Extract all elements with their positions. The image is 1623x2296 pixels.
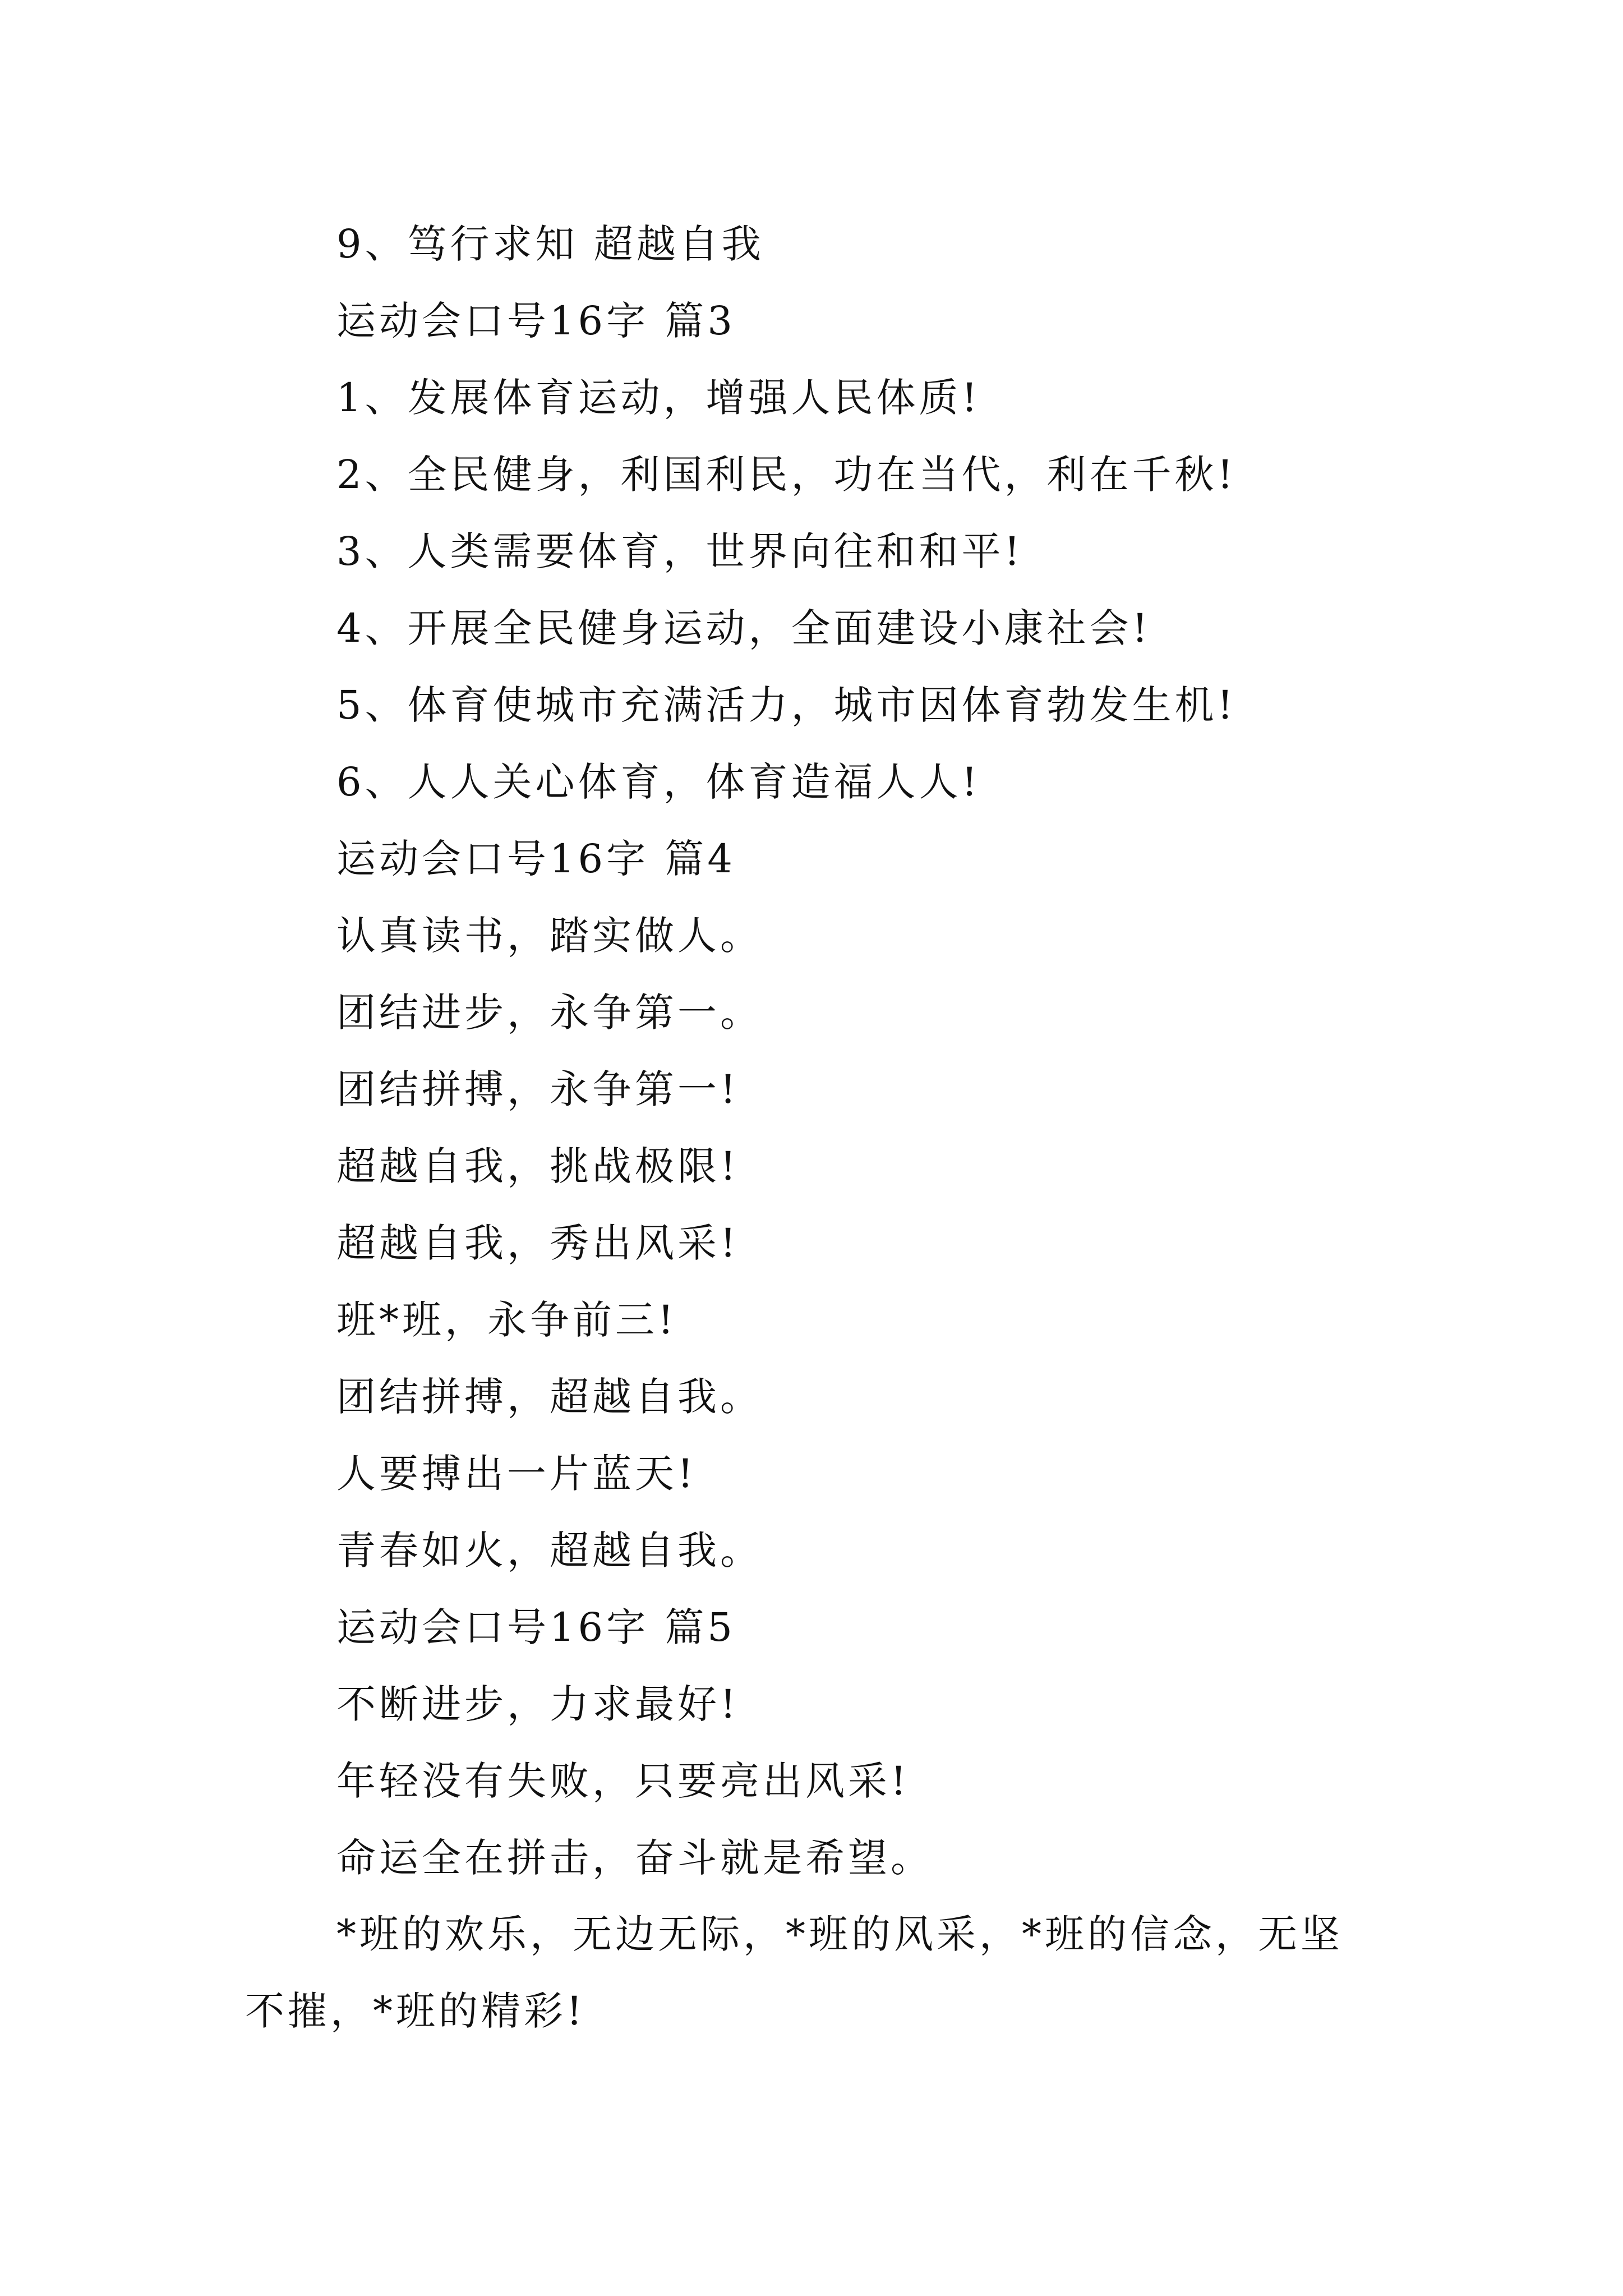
text-line: 团结拼搏，超越自我。: [336, 1374, 763, 1420]
text-line: 4、开展全民健身运动，全面建设小康社会!: [336, 605, 1151, 651]
text-line: 命运全在拼击，奋斗就是希望。: [336, 1835, 933, 1881]
text-line: 人要搏出一片蓝天!: [336, 1451, 697, 1497]
text-line: 超越自我，挑战极限!: [336, 1143, 740, 1189]
text-line: 不断进步，力求最好!: [336, 1681, 740, 1727]
text-line: 6、人人关心体育，体育造福人人!: [336, 759, 981, 805]
text-line: 班*班，永争前三!: [336, 1297, 677, 1343]
section-heading: 运动会口号16字 篇3: [336, 298, 736, 344]
text-line: 认真读书，踏实做人。: [336, 913, 763, 959]
text-line: 年轻没有失败，只要亮出风采!: [336, 1758, 910, 1804]
text-line: 团结拼搏，永争第一!: [336, 1066, 740, 1112]
text-line: 1、发展体育运动，增强人民体质!: [336, 375, 981, 421]
section-heading: 运动会口号16字 篇5: [336, 1604, 736, 1650]
section-heading: 运动会口号16字 篇4: [336, 836, 736, 882]
text-line: 团结进步，永争第一。: [336, 990, 763, 1036]
text-line: 2、全民健身，利国利民，功在当代，利在千秋!: [336, 452, 1237, 498]
closing-paragraph: *班的欢乐，无边无际，*班的风采，*班的信念，无坚不摧，*班的精彩!: [245, 1911, 1343, 2034]
text-line: 青春如火，超越自我。: [336, 1527, 763, 1573]
text-line: 5、体育使城市充满活力，城市因体育勃发生机!: [336, 682, 1237, 728]
text-line: 3、人类需要体育，世界向往和和平!: [336, 528, 1023, 574]
text-line: 超越自我，秀出风采!: [336, 1220, 740, 1266]
text-line: 9、笃行求知 超越自我: [336, 221, 764, 267]
